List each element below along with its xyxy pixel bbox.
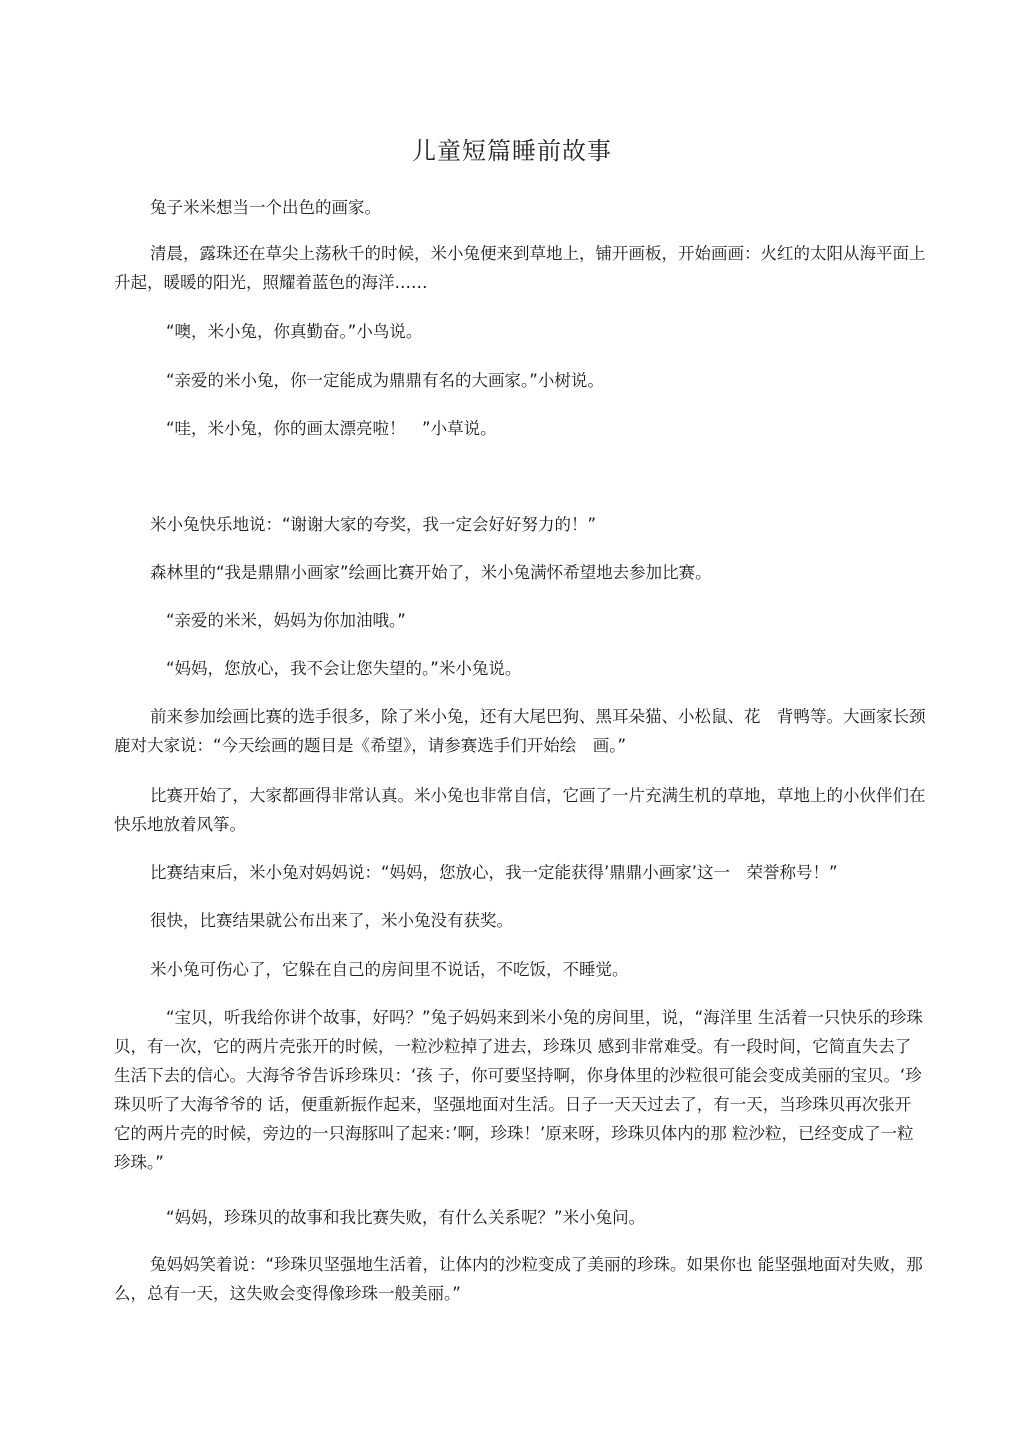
paragraph: “哇，米小兔，你的画太漂亮啦！ ”小草说。 <box>166 419 497 438</box>
paragraph: “噢，米小兔，你真勤奋。”小鸟说。 <box>166 322 423 341</box>
paragraph: “妈妈，您放心，我不会让您失望的。”米小兔说。 <box>166 659 522 678</box>
paragraph: 兔子米米想当一个出色的画家。 <box>150 198 381 217</box>
paragraph: 兔妈妈笑着说：“珍珠贝坚强地生活着，让体内的沙粒变成了美丽的珍珠。如果你也 能坚强地面对失败，那么，总有一天，这失败会变得像珍珠一般美丽。” <box>114 1255 923 1303</box>
paragraph: “亲爱的米小兔，你一定能成为鼎鼎有名的大画家。”小树说。 <box>166 371 604 390</box>
paragraph: 前来参加绘画比赛的选手很多，除了米小兔，还有大尾巴狗、黑耳朵猫、小松鼠、花 背鸭等。大画家长颈鹿对大家说：“今天绘画的题目是《希望》，请参赛选手们开始绘 画。” <box>114 707 926 755</box>
paragraph: 比赛开始了，大家都画得非常认真。米小兔也非常自信，它画了一片充满生机的草地，草地上的小伙伴们在快乐地放着风筝。 <box>114 786 926 834</box>
paragraph: “宝贝，听我给你讲个故事，好吗？”兔子妈妈来到米小兔的房间里，说，“海洋里 生活着一只快乐的珍珠贝，有一次，它的两片壳张开的时候，一粒沙粒掉了进去，珍珠贝 感到非常难受。有一段时间，它简直失去了生活下去的信心。大海爷爷告诉珍珠贝：‘孩 子，你可要坚持啊，你身体里的沙粒很可能会变成美丽的宝贝。‘珍珠贝听了大海爷爷的 话，便重新振作起来，坚强地面对生活。日子一天天过去了，有一天，当珍珠贝再次张开 它的两片壳的时候，旁边的一只海豚叫了起来：’啊，珍珠！’原来呀，珍珠贝体内的那 粒沙粒，已经变成了一粒珍珠。” <box>114 1008 923 1172</box>
paragraph: 米小兔快乐地说：“谢谢大家的夸奖，我一定会好好努力的！” <box>150 515 597 534</box>
paragraph: “亲爱的米米，妈妈为你加油哦。” <box>166 611 406 630</box>
paragraph: 森林里的“我是鼎鼎小画家”绘画比赛开始了，米小兔满怀希望地去参加比赛。 <box>150 563 712 582</box>
paragraph: “妈妈，珍珠贝的故事和我比赛失败，有什么关系呢？”米小兔问。 <box>166 1208 646 1227</box>
document-title: 儿童短篇睡前故事 <box>412 137 612 165</box>
paragraph: 清晨，露珠还在草尖上荡秋千的时候，米小兔便来到草地上，铺开画板，开始画画：火红的太阳从海平面上升起，暖暖的阳光，照耀着蓝色的海洋…… <box>114 244 926 292</box>
paragraph: 比赛结束后，米小兔对妈妈说：“妈妈，您放心，我一定能获得’鼎鼎小画家’这一 荣誉称号！” <box>150 863 838 882</box>
paragraph: 米小兔可伤心了，它躲在自己的房间里不说话，不吃饭，不睡觉。 <box>150 960 629 979</box>
paragraph: 很快，比赛结果就公布出来了，米小兔没有获奖。 <box>150 911 513 930</box>
